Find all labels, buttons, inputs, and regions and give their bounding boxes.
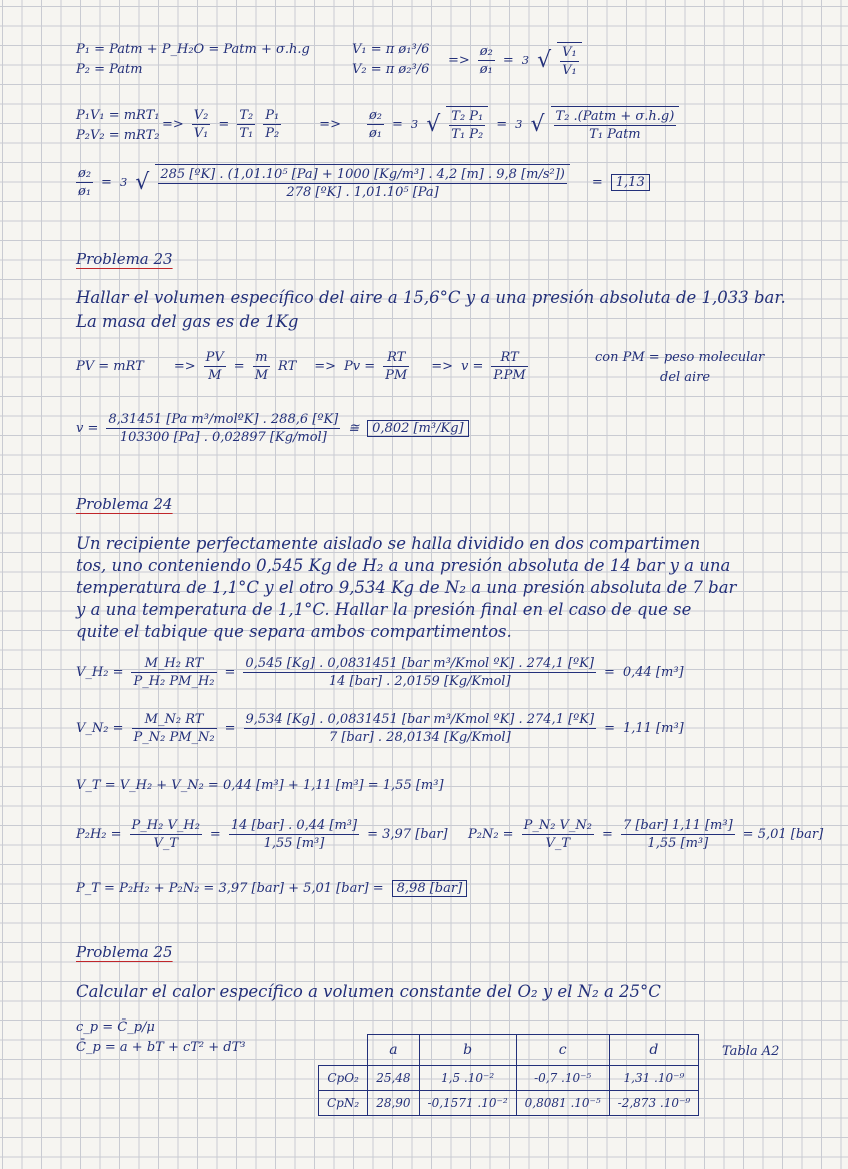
eq-gas-2: P₂V₂ = mRT₂ <box>76 128 160 143</box>
problem-23-text-2: La masa del gas es de 1Kg <box>76 312 299 331</box>
eq-p1: P₁ = Patm + P_H₂O = Patm + σ.h.g <box>76 42 310 57</box>
result-box: 1,13 <box>611 174 650 191</box>
problem-24-title: Problema 24 <box>76 495 173 513</box>
table-reference: Tabla A2 <box>722 1044 780 1059</box>
ratio: $\frac{\text{ø₂}}{\text{ø₁}}$ <box>479 43 493 77</box>
eq-vn2: V_N₂ = $\frac{\text{M\_N₂ RT}}{\text{P\_N₂ PM\_N₂}}$ = $\frac{\text{9,534 [Kg] . 0,0831451 [bar m³/Kmol ºK] . 274,1 [ºK]}}{\text{7 [bar] . 28,0134 [Kg/Kmol]}}$ = 1,11 [m³] <box>76 712 684 745</box>
eq-volume-ratio: => $\frac{\text{V₂}}{\text{V₁}}$ = $\frac{\text{T₂}}{\text{T₁}}$ $\frac{\text{P₁}}{\text{P₂}}$ => $\frac{\text{ø₂}}{\text{ø₁}}$ = 3 √ $\frac{\text{T₂ P₁}}{\text{T₁ P₂}}$ = 3 √ $\frac{\text{T₂ .(Patm + σ.h.g)}}{\text{T₁ Patm}}$ <box>162 106 679 142</box>
eq-v1: V₁ = π ø₁³/6 <box>352 42 430 57</box>
problem-24-line-1: Un recipiente perfectamente aislado se halla dividido en dos compartimen <box>76 534 701 553</box>
col-c: c <box>516 1035 609 1066</box>
table-row: CpN₂ 28,90 -0,1571 .10⁻² 0,8081 .10⁻⁵ -2,873 .10⁻⁹ <box>319 1091 699 1116</box>
eq-gas-1: P₁V₁ = mRT₁ <box>76 108 160 123</box>
eq-ideal-gas: PV = mRT => $\frac{PV}{M}$ = $\frac{m}{M}$ RT => Pv = $\frac{RT}{PM}$ => v = $\frac{RT}{P.PM}$ <box>76 350 526 383</box>
result-box: 8,98 [bar] <box>392 880 468 897</box>
eq-p2: P₂ = Patm <box>76 62 143 77</box>
eq-cp: c_p = C̄_p/μ <box>76 1020 155 1035</box>
problem-23-text-1: Hallar el volumen específico del aire a 15,6°C y a una presión absoluta de 1,033 bar. <box>76 288 786 307</box>
coefficient-table <box>318 1034 699 1116</box>
eq-diameter-ratio: => $\frac{\text{ø₂}}{\text{ø₁}}$ = 3 √ $\frac{\text{V₁}}{\text{V₁}}$ <box>448 42 582 78</box>
row-label: CpO₂ <box>319 1066 368 1091</box>
eq-cp-poly: C̄_p = a + bT + cT² + dT³ <box>76 1040 246 1055</box>
eq-pt: P_T = P₂H₂ + P₂N₂ = 3,97 [bar] + 5,01 [bar] = 8,98 [bar] <box>76 880 467 897</box>
problem-24-line-2: tos, uno conteniendo 0,545 Kg de H₂ a una presión absoluta de 14 bar y a una <box>76 556 731 575</box>
problem-25-title: Problema 25 <box>76 943 173 961</box>
eq-numeric: $\frac{\text{ø₂}}{\text{ø₁}}$ = 3 √ 285 [ºK] . (1,01.10⁵ [Pa] + 1000 [Kg/m³] . 4,2 [m] . 9,8 [m/s²]) 278 [ºK] . 1,01.10⁵ [Pa] = 1,13 <box>76 164 650 200</box>
col-d: d <box>609 1035 698 1066</box>
problem-24-line-3: temperatura de 1,1°C y el otro 9,534 Kg de N₂ a una presión absoluta de 7 bar <box>76 578 737 597</box>
note-pm: con PM = peso molecular <box>595 350 765 365</box>
col-b: b <box>419 1035 516 1066</box>
problem-24-line-5: quite el tabique que separa ambos compartimentos. <box>76 622 512 641</box>
eq-ph2: P₂H₂ = $\frac{\text{P\_H₂ V\_H₂}}{V\_T}$ = $\frac{\text{14 [bar] . 0,44 [m³]}}{\text{1,55 [m³]}}$ = 3,97 [bar] <box>76 818 448 851</box>
table-row: CpO₂ 25,48 1,5 .10⁻² -0,7 .10⁻⁵ 1,31 .10⁻⁹ <box>319 1066 699 1091</box>
eq-pn2: P₂N₂ = $\frac{\text{P\_N₂ V\_N₂}}{V\_T}$ = $\frac{\text{7 [bar] 1,11 [m³]}}{\text{1,55 [m³]}}$ = 5,01 [bar] <box>468 818 824 851</box>
eq-vt: V_T = V_H₂ + V_N₂ = 0,44 [m³] + 1,11 [m³] = 1,55 [m³] <box>76 778 444 793</box>
problem-24-line-4: y a una temperatura de 1,1°C. Hallar la presión final en el caso de que se <box>76 600 692 619</box>
problem-23-title: Problema 23 <box>76 250 173 268</box>
result-box: 0,802 [m³/Kg] <box>367 420 468 437</box>
eq-v2: V₂ = π ø₂³/6 <box>352 62 430 77</box>
problem-25-text: Calcular el calor específico a volumen constante del O₂ y el N₂ a 25°C <box>76 982 661 1001</box>
implies: => <box>448 52 470 68</box>
eq-vh2: V_H₂ = $\frac{\text{M\_H₂ RT}}{\text{P\_H₂ PM\_H₂}}$ = $\frac{\text{0,545 [Kg] . 0,0831451 [bar m³/Kmol ºK] . 274,1 [ºK]}}{\text{14 [bar] . 2,0159 [Kg/Kmol]}}$ = 0,44 [m³] <box>76 656 684 689</box>
note-pm-2: del aire <box>660 370 711 385</box>
col-a: a <box>368 1035 419 1066</box>
eq-specific-volume: v = $\frac{\text{8,31451 [Pa m³/molºK] . 288,6 [ºK]}}{\text{103300 [Pa] . 0,02897 [Kg/mol]}}$ ≅ 0,802 [m³/Kg] <box>76 412 469 445</box>
row-label: CpN₂ <box>319 1091 368 1116</box>
